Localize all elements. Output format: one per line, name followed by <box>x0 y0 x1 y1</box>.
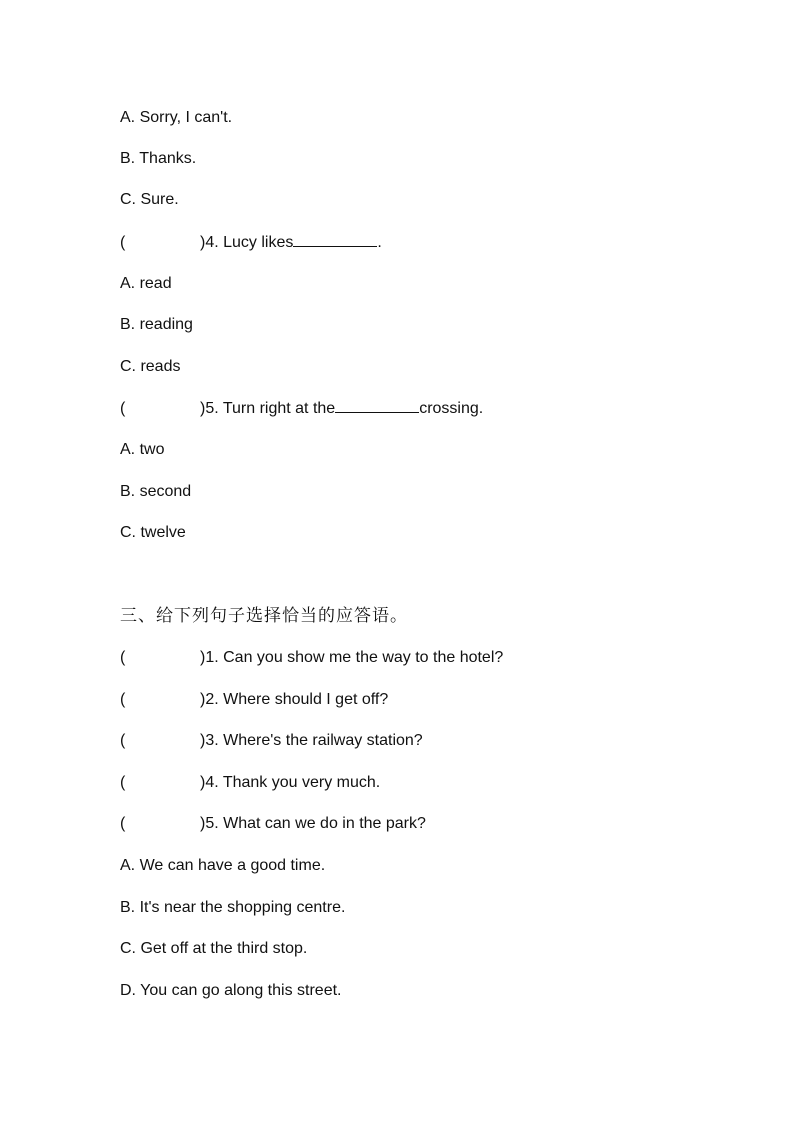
q5-option-c: C. twelve <box>120 524 186 541</box>
s3-answer-c: C. Get off at the third stop. <box>120 940 308 957</box>
answer-paren: ( <box>120 732 126 749</box>
s3-question-3-text: )3. Where's the railway station? <box>200 732 423 749</box>
answer-paren: ( <box>120 774 126 791</box>
q3-option-c: C. Sure. <box>120 191 179 208</box>
s3-question-2-text: )2. Where should I get off? <box>200 691 389 708</box>
s3-answer-a: A. We can have a good time. <box>120 857 326 874</box>
question-5-text: )5. Turn right at the <box>200 400 336 417</box>
answer-paren: ( <box>120 234 126 251</box>
section-3-heading: 三、给下列句子选择恰当的应答语。 <box>120 606 408 625</box>
question-5-end: crossing. <box>419 400 484 417</box>
answer-paren: ( <box>120 400 126 417</box>
s3-question-4 <box>120 773 380 793</box>
q3-option-b: B. Thanks. <box>120 150 197 167</box>
question-4-end: . <box>377 234 382 251</box>
s3-answer-d: D. You can go along this street. <box>120 982 342 999</box>
q3-option-a: A. Sorry, I can't. <box>120 109 233 126</box>
fill-blank <box>293 232 377 247</box>
fill-blank <box>335 398 419 413</box>
q4-option-c: C. reads <box>120 358 181 375</box>
s3-question-3 <box>120 731 423 751</box>
s3-question-4-text: )4. Thank you very much. <box>200 774 381 791</box>
answer-paren: ( <box>120 815 126 832</box>
q4-option-b: B. reading <box>120 316 193 333</box>
question-4 <box>120 232 382 253</box>
question-4-text: )4. Lucy likes <box>200 234 294 251</box>
s3-question-2 <box>120 690 388 710</box>
s3-question-1-text: )1. Can you show me the way to the hotel? <box>200 649 504 666</box>
s3-answer-b: B. It's near the shopping centre. <box>120 899 346 916</box>
q5-option-a: A. two <box>120 441 165 458</box>
s3-question-5-text: )5. What can we do in the park? <box>200 815 426 832</box>
q4-option-a: A. read <box>120 275 172 292</box>
answer-paren: ( <box>120 649 126 666</box>
q5-option-b: B. second <box>120 483 192 500</box>
s3-question-1 <box>120 648 503 668</box>
answer-paren: ( <box>120 691 126 708</box>
question-5 <box>120 398 483 419</box>
s3-question-5 <box>120 814 426 834</box>
